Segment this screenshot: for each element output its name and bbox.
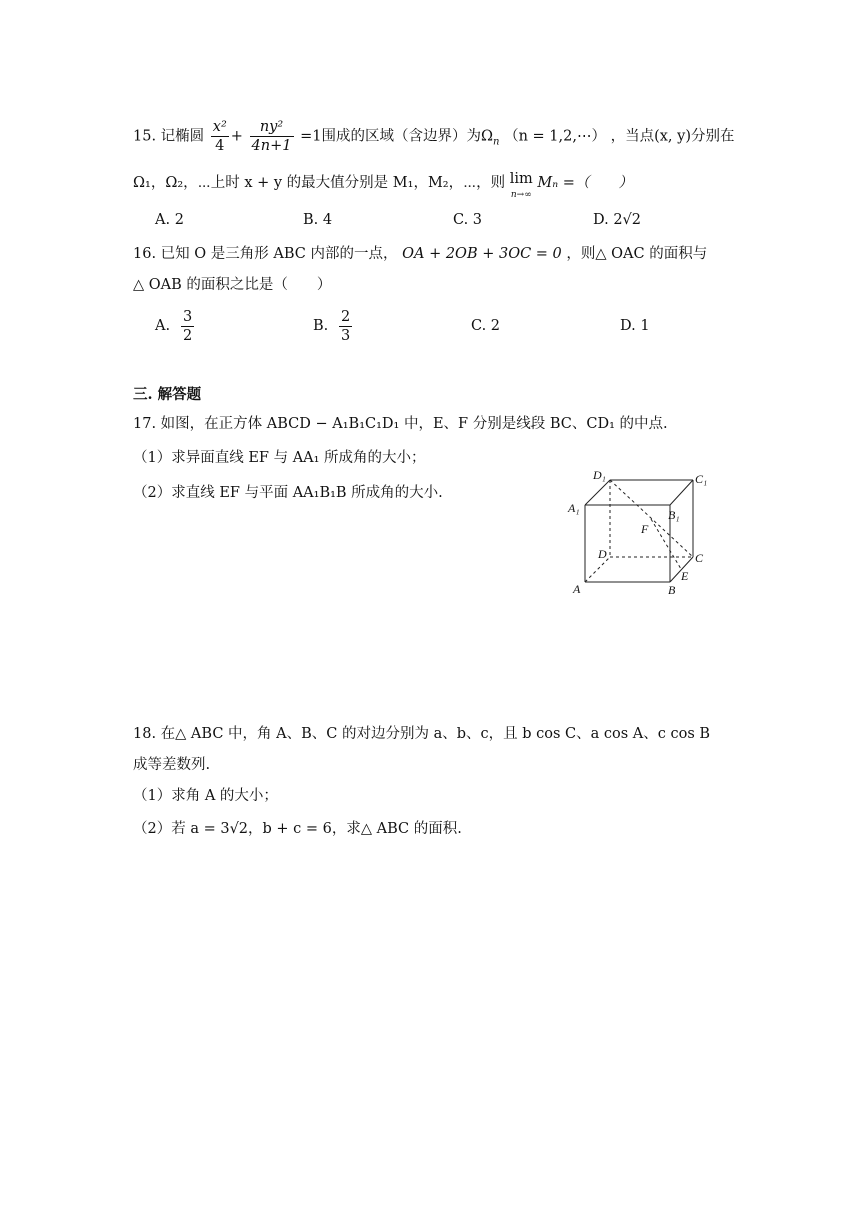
q16-line1b: ，则△ OAC 的面积与: [566, 246, 708, 262]
q15-point-text: ，当点(x, y)分别在: [610, 128, 735, 145]
q15-option-a: A. 2: [155, 212, 184, 228]
q16-option-a-fraction: $\frac{3}{2}$: [183, 309, 193, 344]
q16-line1a: 已知 O 是三角形 ABC 内部的一点，: [160, 246, 398, 262]
label-c: C: [695, 551, 704, 565]
q15-lim-sub: n→∞: [510, 190, 532, 200]
q16-vector-eq: OA + 2OB + 3OC = 0: [402, 246, 562, 262]
q15-line1: 15. 记椭圆 $\frac{\text{x²}}{4}$ + $\frac{\text{ny²}}{4n+1}$ =1围成的区域（含边界）为$\Omega_n$ （n = 1,2,⋯） ，当点(x, y)分别在: [133, 119, 735, 154]
label-c1: C₁: [695, 472, 708, 486]
q16-line2: △ OAB 的面积之比是（ ）: [133, 277, 332, 293]
q15-lim: lim: [509, 171, 533, 187]
q16-option-b-label: B.: [313, 318, 329, 334]
q15-option-c: C. 3: [453, 212, 483, 228]
q16-option-b-fraction: $\frac{2}{3}$: [341, 309, 351, 344]
q18-line2: 成等差数列.: [133, 757, 211, 773]
label-b1: B₁: [668, 508, 680, 522]
q17-line1: 17. 如图，在正方体 ABCD − A₁B₁C₁D₁ 中，E、F 分别是线段 BC、CD₁ 的中点.: [133, 416, 668, 432]
q15-option-b: B. 4: [303, 212, 333, 228]
label-a: A: [573, 582, 581, 596]
segment-cd1: [610, 480, 693, 557]
q15-lead: 记椭圆: [160, 128, 205, 145]
segment-ef: [651, 519, 681, 569]
q15-number: 15.: [133, 128, 157, 145]
label-b: B: [668, 583, 676, 597]
q16-option-a-label: A.: [155, 318, 171, 334]
q16-option-d: D. 1: [620, 318, 650, 334]
edge-b1c1: [670, 480, 693, 505]
q15-fraction-2: $\frac{\text{ny²}}{4n+1}$: [251, 119, 292, 154]
cube-figure: [565, 465, 715, 600]
q15-line2-text: Ω₁，Ω₂，⋯上时 x + y 的最大值分别是 M₁，M₂，⋯，则: [133, 175, 506, 191]
q15-eq-tail: =1围成的区域（含边界）为Ω: [300, 128, 494, 145]
label-d: D: [598, 547, 607, 561]
section-heading: 三. 解答题: [133, 386, 202, 403]
label-d1: D₁: [593, 468, 606, 482]
edge-a1d1: [585, 480, 610, 505]
q15-lim-tail: Mₙ =（ ）: [537, 175, 633, 191]
q18-line1: 18. 在△ ABC 中，角 A、B、C 的对边分别为 a、b、c，且 b cos C、a cos A、c cos B: [133, 726, 711, 742]
q17-part2: （2）求直线 EF 与平面 AA₁B₁B 所成角的大小.: [133, 485, 443, 501]
q16-options: [155, 308, 675, 348]
q15-range: （n = 1,2,⋯）: [504, 128, 606, 145]
q15-option-d: D. 2√2: [593, 212, 642, 228]
label-f: F: [641, 522, 649, 536]
q15-line2: [133, 172, 633, 202]
q17-part1: （1）求异面直线 EF 与 AA₁ 所成角的大小；: [133, 450, 426, 466]
label-a1: A₁: [568, 501, 580, 515]
q16-option-c: C. 2: [471, 318, 501, 334]
q18-part1: （1）求角 A 的大小；: [133, 788, 278, 804]
q16-number: 16.: [133, 246, 157, 262]
q18-part2: （2）若 a = 3√2，b + c = 6，求△ ABC 的面积.: [133, 821, 462, 837]
q15-fraction-1: $\frac{\text{x²}}{4}$: [212, 119, 227, 154]
q15-options: [155, 212, 675, 234]
q16-line1: [133, 243, 707, 265]
label-e: E: [681, 569, 689, 583]
